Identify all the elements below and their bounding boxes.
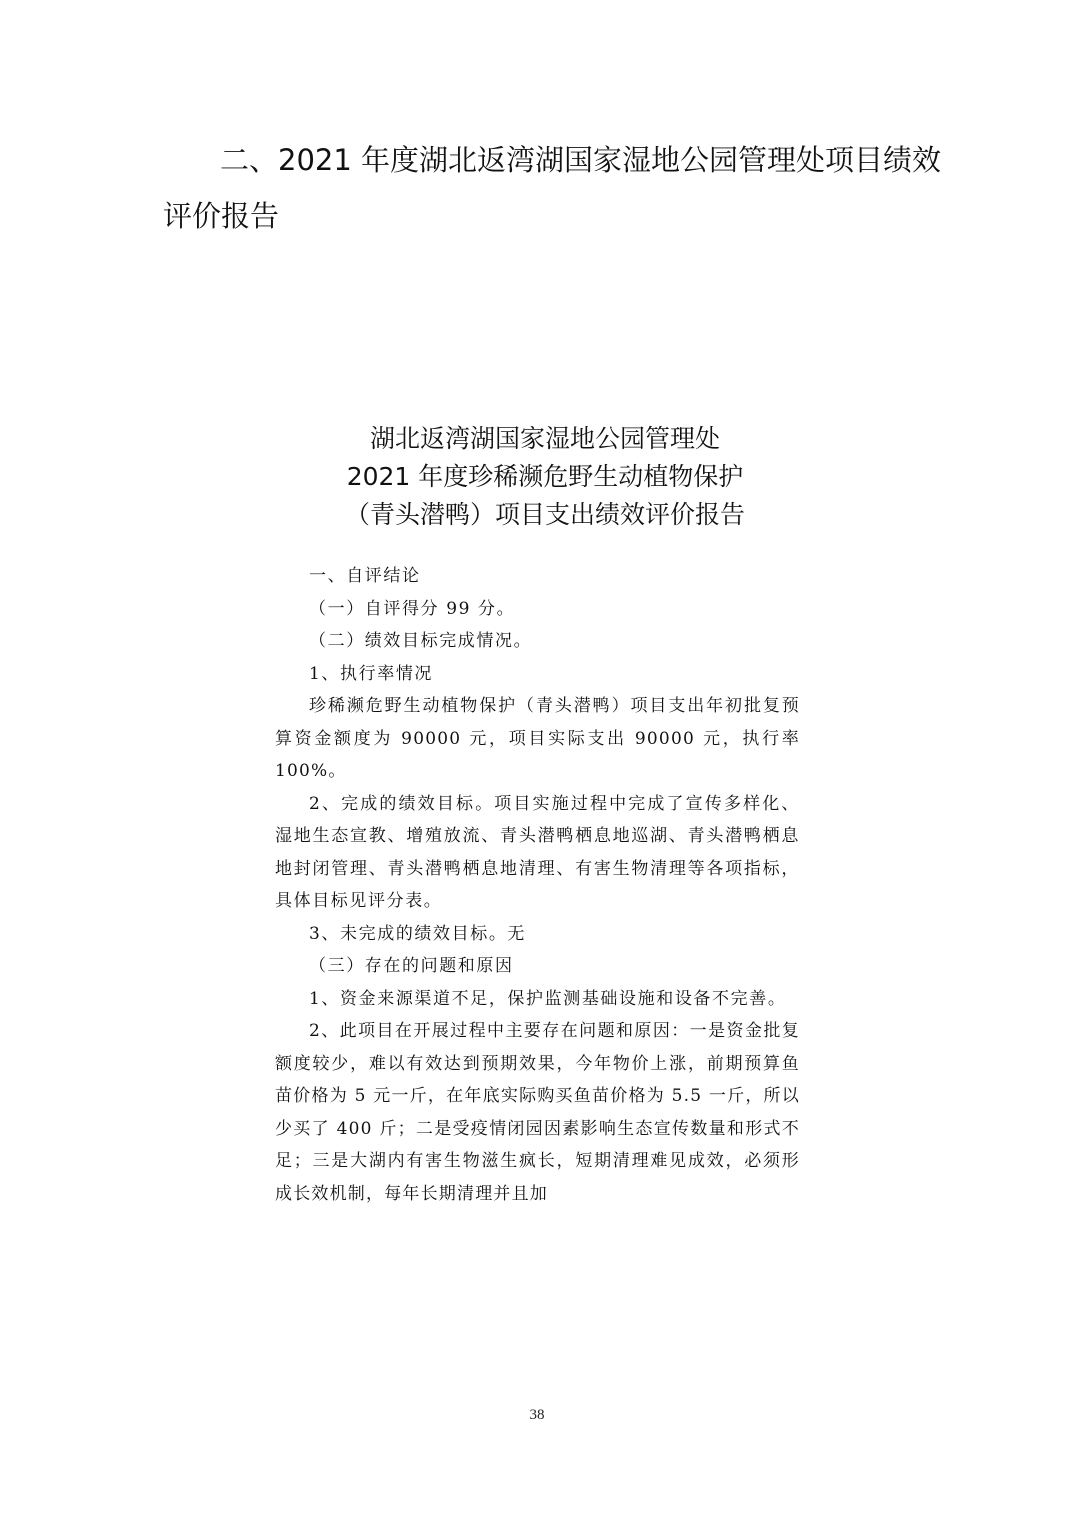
section-heading-line1: 二、2021 年度湖北返湾湖国家湿地公园管理处项目绩效 [220, 143, 942, 177]
report-title [250, 420, 840, 534]
heading-self-evaluation: 一、自评结论 [309, 566, 421, 586]
page-number: 38 [529, 1407, 545, 1423]
paragraph-problem-2: 2、此项目在开展过程中主要存在问题和原因：一是资金批复额度较少，难以有效达到预期效果，今年物价上涨，前期预算鱼苗价格为 5 元一斤，在年底实际购买鱼苗价格为 5.5 一斤，所以少买了 400 斤；二是受疫情闭园因素影响生态宣传数量和形式不足；三是大湖内有害生物滋生疯长，短期清理难见成效，必须形成长效机制，每年长期清理并且加 [275, 1021, 800, 1204]
section-heading-line2: 评价报告 [163, 199, 280, 233]
paragraph-execution-rate: 珍稀濒危野生动植物保护（青头潜鸭）项目支出年初批复预算资金额度为 90000 元，项目实际支出 90000 元，执行率 100%。 [275, 696, 800, 781]
report-title-line1: 湖北返湾湖国家湿地公园管理处 [369, 424, 720, 453]
report-title-line2: 2021 年度珍稀濒危野生动植物保护 [346, 462, 744, 491]
report-title-line3: （青头潜鸭）项目支出绩效评价报告 [344, 500, 745, 529]
report-body [275, 560, 800, 1210]
heading-goal-completion: （二）绩效目标完成情况。 [309, 631, 533, 651]
heading-problems: （三）存在的问题和原因 [309, 956, 514, 976]
heading-execution-rate: 1、执行率情况 [309, 663, 434, 684]
paragraph-uncompleted-goals: 3、未完成的绩效目标。无 [309, 923, 527, 944]
paragraph-problem-1: 1、资金来源渠道不足，保护监测基础设施和设备不完善。 [309, 988, 787, 1009]
paragraph-completed-goals: 2、完成的绩效目标。项目实施过程中完成了宣传多样化、湿地生态宣教、增殖放流、青头潜鸭栖息地巡湖、青头潜鸭栖息地封闭管理、青头潜鸭栖息地清理、有害生物清理等各项指标，具体目标见评分表。 [275, 793, 800, 911]
self-evaluation-score: （一）自评得分 99 分。 [309, 598, 516, 619]
section-heading [163, 132, 942, 244]
